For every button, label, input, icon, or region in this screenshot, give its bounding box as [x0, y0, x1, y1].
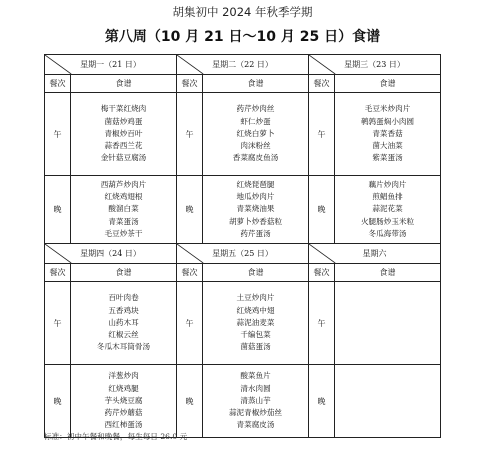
dinner-label: 晚 — [177, 365, 203, 438]
day-header-cell — [45, 55, 176, 74]
meal-column-header: 餐次 — [45, 264, 71, 282]
dish-item: 虾仁炒蛋 — [240, 116, 271, 126]
dish-item: 红烧白萝卜 — [236, 128, 275, 138]
menu-column-header: 食谱 — [203, 264, 309, 282]
day-header-label: 星期四（24 日） — [80, 249, 141, 258]
menu-table — [44, 54, 441, 438]
day-header-row — [45, 55, 441, 75]
dish-item: 地瓜炒肉片 — [236, 192, 275, 202]
meal-column-header: 餐次 — [45, 75, 71, 93]
menu-column-header: 食谱 — [71, 264, 177, 282]
day-header-row — [45, 244, 441, 264]
dish-item: 药芹蛋汤 — [240, 228, 271, 238]
day-header-cell — [177, 244, 308, 263]
meal-column-header: 餐次 — [309, 264, 335, 282]
menu-column-header: 食谱 — [335, 264, 441, 282]
lunch-label: 午 — [45, 93, 71, 176]
dinner-row — [45, 176, 441, 244]
day-header — [309, 55, 441, 75]
meal-column-header: 餐次 — [177, 264, 203, 282]
day-header — [177, 244, 309, 264]
dish-item: 藕片炒肉片 — [368, 179, 407, 189]
week-title: 第八周（10 月 21 日～10 月 25 日）食谱 — [104, 29, 381, 45]
dish-item: 蒜泥青椒炒茄丝 — [228, 408, 283, 418]
dish-list — [71, 93, 177, 176]
dish-item: 红烧鸡腿 — [108, 383, 139, 393]
dish-item: 菌菇蛋汤 — [240, 342, 271, 352]
dish-item: 洋葱炒肉 — [108, 371, 139, 381]
column-header-row — [45, 264, 441, 282]
day-header-cell — [309, 55, 440, 74]
dish-list — [335, 365, 441, 438]
dish-item: 梅干菜红烧肉 — [100, 104, 147, 114]
day-header-label: 星期三（23 日） — [344, 60, 405, 69]
dish-item: 胡萝卜炒香菇粒 — [228, 216, 283, 226]
dish-item: 菌大油菜 — [372, 141, 403, 151]
dish-item: 千编包菜 — [240, 330, 271, 340]
dish-item: 肉沫粉丝 — [240, 141, 271, 151]
dish-item: 冬瓜木耳筒骨汤 — [96, 342, 151, 352]
dish-item: 蒜泥花菜 — [372, 204, 403, 214]
dish-item: 煎鲳鱼排 — [372, 192, 403, 202]
day-header-label: 星期二（22 日） — [212, 60, 273, 69]
dish-item: 青菜蛋汤 — [108, 216, 139, 226]
lunch-label: 午 — [45, 282, 71, 365]
dinner-label: 晚 — [177, 176, 203, 244]
day-header-cell — [45, 244, 176, 263]
dish-item: 五香鸡块 — [108, 305, 139, 315]
dinner-row — [45, 365, 441, 438]
dish-item: 火腿肠炒玉米粒 — [360, 216, 415, 226]
dish-item: 西红柿蛋汤 — [104, 420, 143, 430]
dish-item: 毛豆炒茶干 — [104, 228, 143, 238]
dinner-label: 晚 — [309, 365, 335, 438]
day-header-cell — [309, 244, 440, 263]
dish-item: 金针菇豆腐汤 — [100, 153, 147, 163]
dish-item: 山药木耳 — [108, 317, 139, 327]
lunch-label: 午 — [309, 93, 335, 176]
dish-list — [335, 93, 441, 176]
dish-item: 清蒸山芋 — [240, 395, 271, 405]
dinner-label: 晚 — [309, 176, 335, 244]
dish-item: 青菜烧油果 — [236, 204, 275, 214]
dish-item: 青菜腐皮汤 — [236, 420, 275, 430]
dish-item: 百叶肉卷 — [108, 293, 139, 303]
page-title: 胡集初中 2024 年秋季学期 — [172, 5, 313, 19]
day-header — [45, 55, 177, 75]
day-header-cell — [177, 55, 308, 74]
menu-column-header: 食谱 — [335, 75, 441, 93]
dish-list — [71, 365, 177, 438]
dish-item: 酸菜鱼片 — [240, 371, 271, 381]
dish-item: 芋头烧豆腐 — [104, 395, 143, 405]
dish-list — [71, 282, 177, 365]
lunch-row — [45, 93, 441, 176]
dish-item: 青椒炒百叶 — [104, 128, 143, 138]
dish-item: 鹌鹑蛋焖小肉圆 — [360, 116, 415, 126]
day-header — [309, 244, 441, 264]
menu-table-body — [45, 55, 441, 438]
dish-item: 清水肉圆 — [240, 383, 271, 393]
lunch-label: 午 — [177, 282, 203, 365]
meal-column-header: 餐次 — [309, 75, 335, 93]
lunch-label: 午 — [177, 93, 203, 176]
dish-item: 蒜泥油麦菜 — [236, 317, 275, 327]
dish-item: 红椒云丝 — [108, 330, 139, 340]
dish-list — [71, 176, 177, 244]
dish-item: 蒜香西兰花 — [104, 141, 143, 151]
dinner-label: 晚 — [45, 176, 71, 244]
menu-column-header: 食谱 — [203, 75, 309, 93]
lunch-row — [45, 282, 441, 365]
dish-list — [335, 282, 441, 365]
column-header-row — [45, 75, 441, 93]
dish-item: 西葫芦炒肉片 — [100, 179, 147, 189]
day-header-label: 星期五（25 日） — [212, 249, 273, 258]
dish-item: 紫菜蛋汤 — [372, 153, 403, 163]
dish-item: 土豆炒肉片 — [236, 293, 275, 303]
dish-item: 青菜香菇 — [372, 128, 403, 138]
day-header-label: 星期六 — [362, 249, 387, 258]
dish-item: 菌菇炒鸡蛋 — [104, 116, 143, 126]
meal-column-header: 餐次 — [177, 75, 203, 93]
price-note: 标准：初中午餐和晚餐，每生每日 26.0 元 — [44, 432, 188, 441]
dinner-label: 晚 — [45, 365, 71, 438]
dish-item: 药芹炒蘑菇 — [104, 408, 143, 418]
dish-item: 红烧鸡中翅 — [236, 305, 275, 315]
dish-item: 酸溜白菜 — [108, 204, 139, 214]
dish-list — [203, 282, 309, 365]
dish-item: 冬瓜海带汤 — [368, 228, 407, 238]
day-header — [177, 55, 309, 75]
dish-list — [335, 176, 441, 244]
dish-item: 药芹炒肉丝 — [236, 104, 275, 114]
dish-list — [203, 365, 309, 438]
dish-item: 红烧鸡翅根 — [104, 192, 143, 202]
dish-item: 毛豆米炒肉片 — [364, 104, 411, 114]
day-header-label: 星期一（21 日） — [80, 60, 141, 69]
lunch-label: 午 — [309, 282, 335, 365]
dish-list — [203, 176, 309, 244]
menu-column-header: 食谱 — [71, 75, 177, 93]
dish-item: 香菜腐皮鱼汤 — [232, 153, 279, 163]
dish-item: 红烧琵琶腿 — [236, 179, 275, 189]
day-header — [45, 244, 177, 264]
dish-list — [203, 93, 309, 176]
